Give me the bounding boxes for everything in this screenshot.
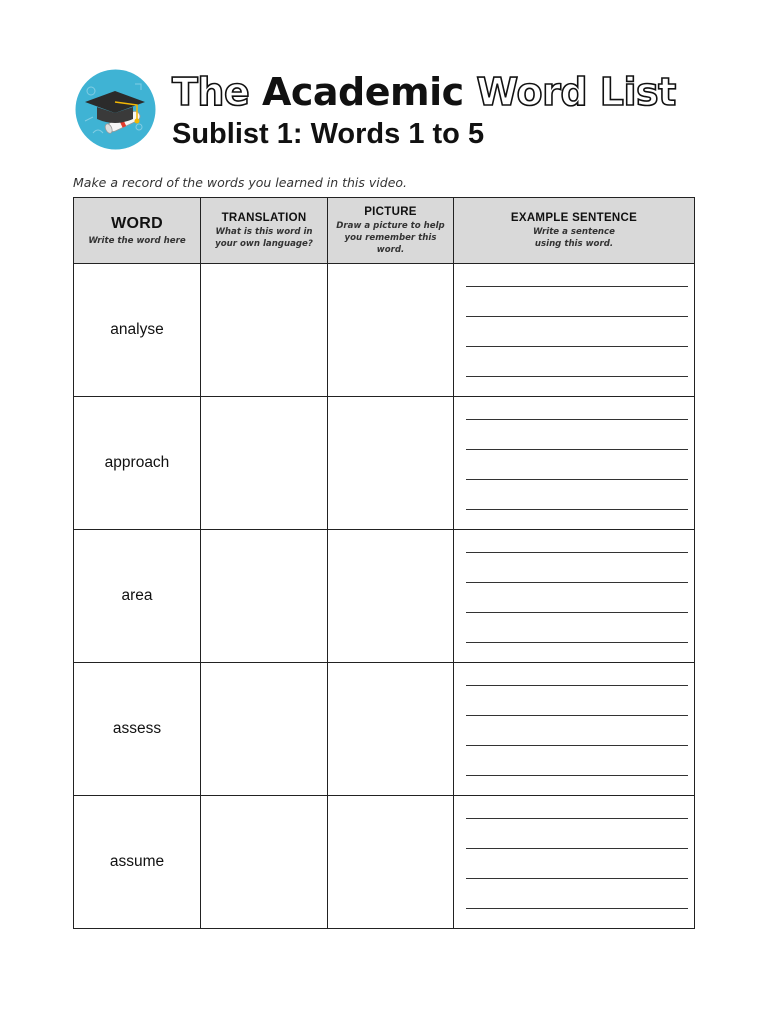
- writing-line: [466, 346, 688, 347]
- column-title: EXAMPLE SENTENCE: [510, 211, 638, 224]
- word-cell: analyse: [74, 264, 201, 397]
- word-record-table: [73, 197, 695, 929]
- title-part-the: The: [172, 70, 250, 114]
- writing-line: [466, 818, 688, 819]
- picture-cell[interactable]: [328, 264, 454, 397]
- writing-line: [466, 685, 688, 686]
- writing-line: [466, 479, 688, 480]
- writing-line: [466, 376, 688, 377]
- subtitle-range: Words 1 to 5: [310, 118, 485, 150]
- table-row: [74, 530, 695, 663]
- column-title: WORD: [111, 214, 163, 232]
- sentence-cell[interactable]: [454, 663, 695, 796]
- writing-line: [466, 848, 688, 849]
- translation-cell[interactable]: [201, 397, 328, 530]
- writing-line: [466, 552, 688, 553]
- column-header-word: [74, 198, 201, 264]
- writing-line: [466, 715, 688, 716]
- page-title: [172, 68, 676, 116]
- sentence-cell[interactable]: [454, 264, 695, 397]
- writing-line: [466, 642, 688, 643]
- title-part-academic: Academic: [261, 70, 464, 114]
- writing-line: [466, 878, 688, 879]
- column-title: PICTURE: [364, 205, 417, 218]
- writing-line: [466, 908, 688, 909]
- column-header-translation: [201, 198, 328, 264]
- column-hint: Write a sentence using this word.: [533, 226, 615, 249]
- column-hint: Draw a picture to help you remember this word.: [336, 220, 445, 255]
- column-hint: Write the word here: [88, 235, 186, 246]
- column-title: TRANSLATION: [221, 211, 307, 224]
- translation-cell[interactable]: [201, 264, 328, 397]
- column-header-example-sentence: [454, 198, 695, 264]
- writing-line: [466, 612, 688, 613]
- sentence-cell[interactable]: [454, 796, 695, 929]
- picture-cell[interactable]: [328, 530, 454, 663]
- writing-line: [466, 316, 688, 317]
- writing-line: [466, 449, 688, 450]
- translation-cell[interactable]: [201, 796, 328, 929]
- sentence-cell[interactable]: [454, 530, 695, 663]
- translation-cell[interactable]: [201, 663, 328, 796]
- page-subtitle: [172, 116, 484, 152]
- column-header-picture: [328, 198, 454, 264]
- table-row: [74, 264, 695, 397]
- writing-line: [466, 745, 688, 746]
- sentence-cell[interactable]: [454, 397, 695, 530]
- picture-cell[interactable]: [328, 796, 454, 929]
- title-part-word-list: Word List: [476, 70, 676, 114]
- writing-line: [466, 419, 688, 420]
- word-cell: area: [74, 530, 201, 663]
- word-cell: assume: [74, 796, 201, 929]
- subtitle-label: Sublist 1:: [172, 118, 303, 150]
- academic-logo: [73, 69, 158, 150]
- picture-cell[interactable]: [328, 663, 454, 796]
- translation-cell[interactable]: [201, 530, 328, 663]
- writing-line: [466, 286, 688, 287]
- picture-cell[interactable]: [328, 397, 454, 530]
- table-header-row: [74, 198, 695, 264]
- writing-line: [466, 775, 688, 776]
- writing-line: [466, 509, 688, 510]
- writing-line: [466, 582, 688, 583]
- column-hint: What is this word in your own language?: [215, 226, 313, 249]
- word-cell: assess: [74, 663, 201, 796]
- word-cell: approach: [74, 397, 201, 530]
- table-row: [74, 796, 695, 929]
- graduation-cap-icon: [73, 69, 158, 150]
- instruction-text: Make a record of the words you learned in this video.: [73, 175, 408, 190]
- table-row: [74, 663, 695, 796]
- table-row: [74, 397, 695, 530]
